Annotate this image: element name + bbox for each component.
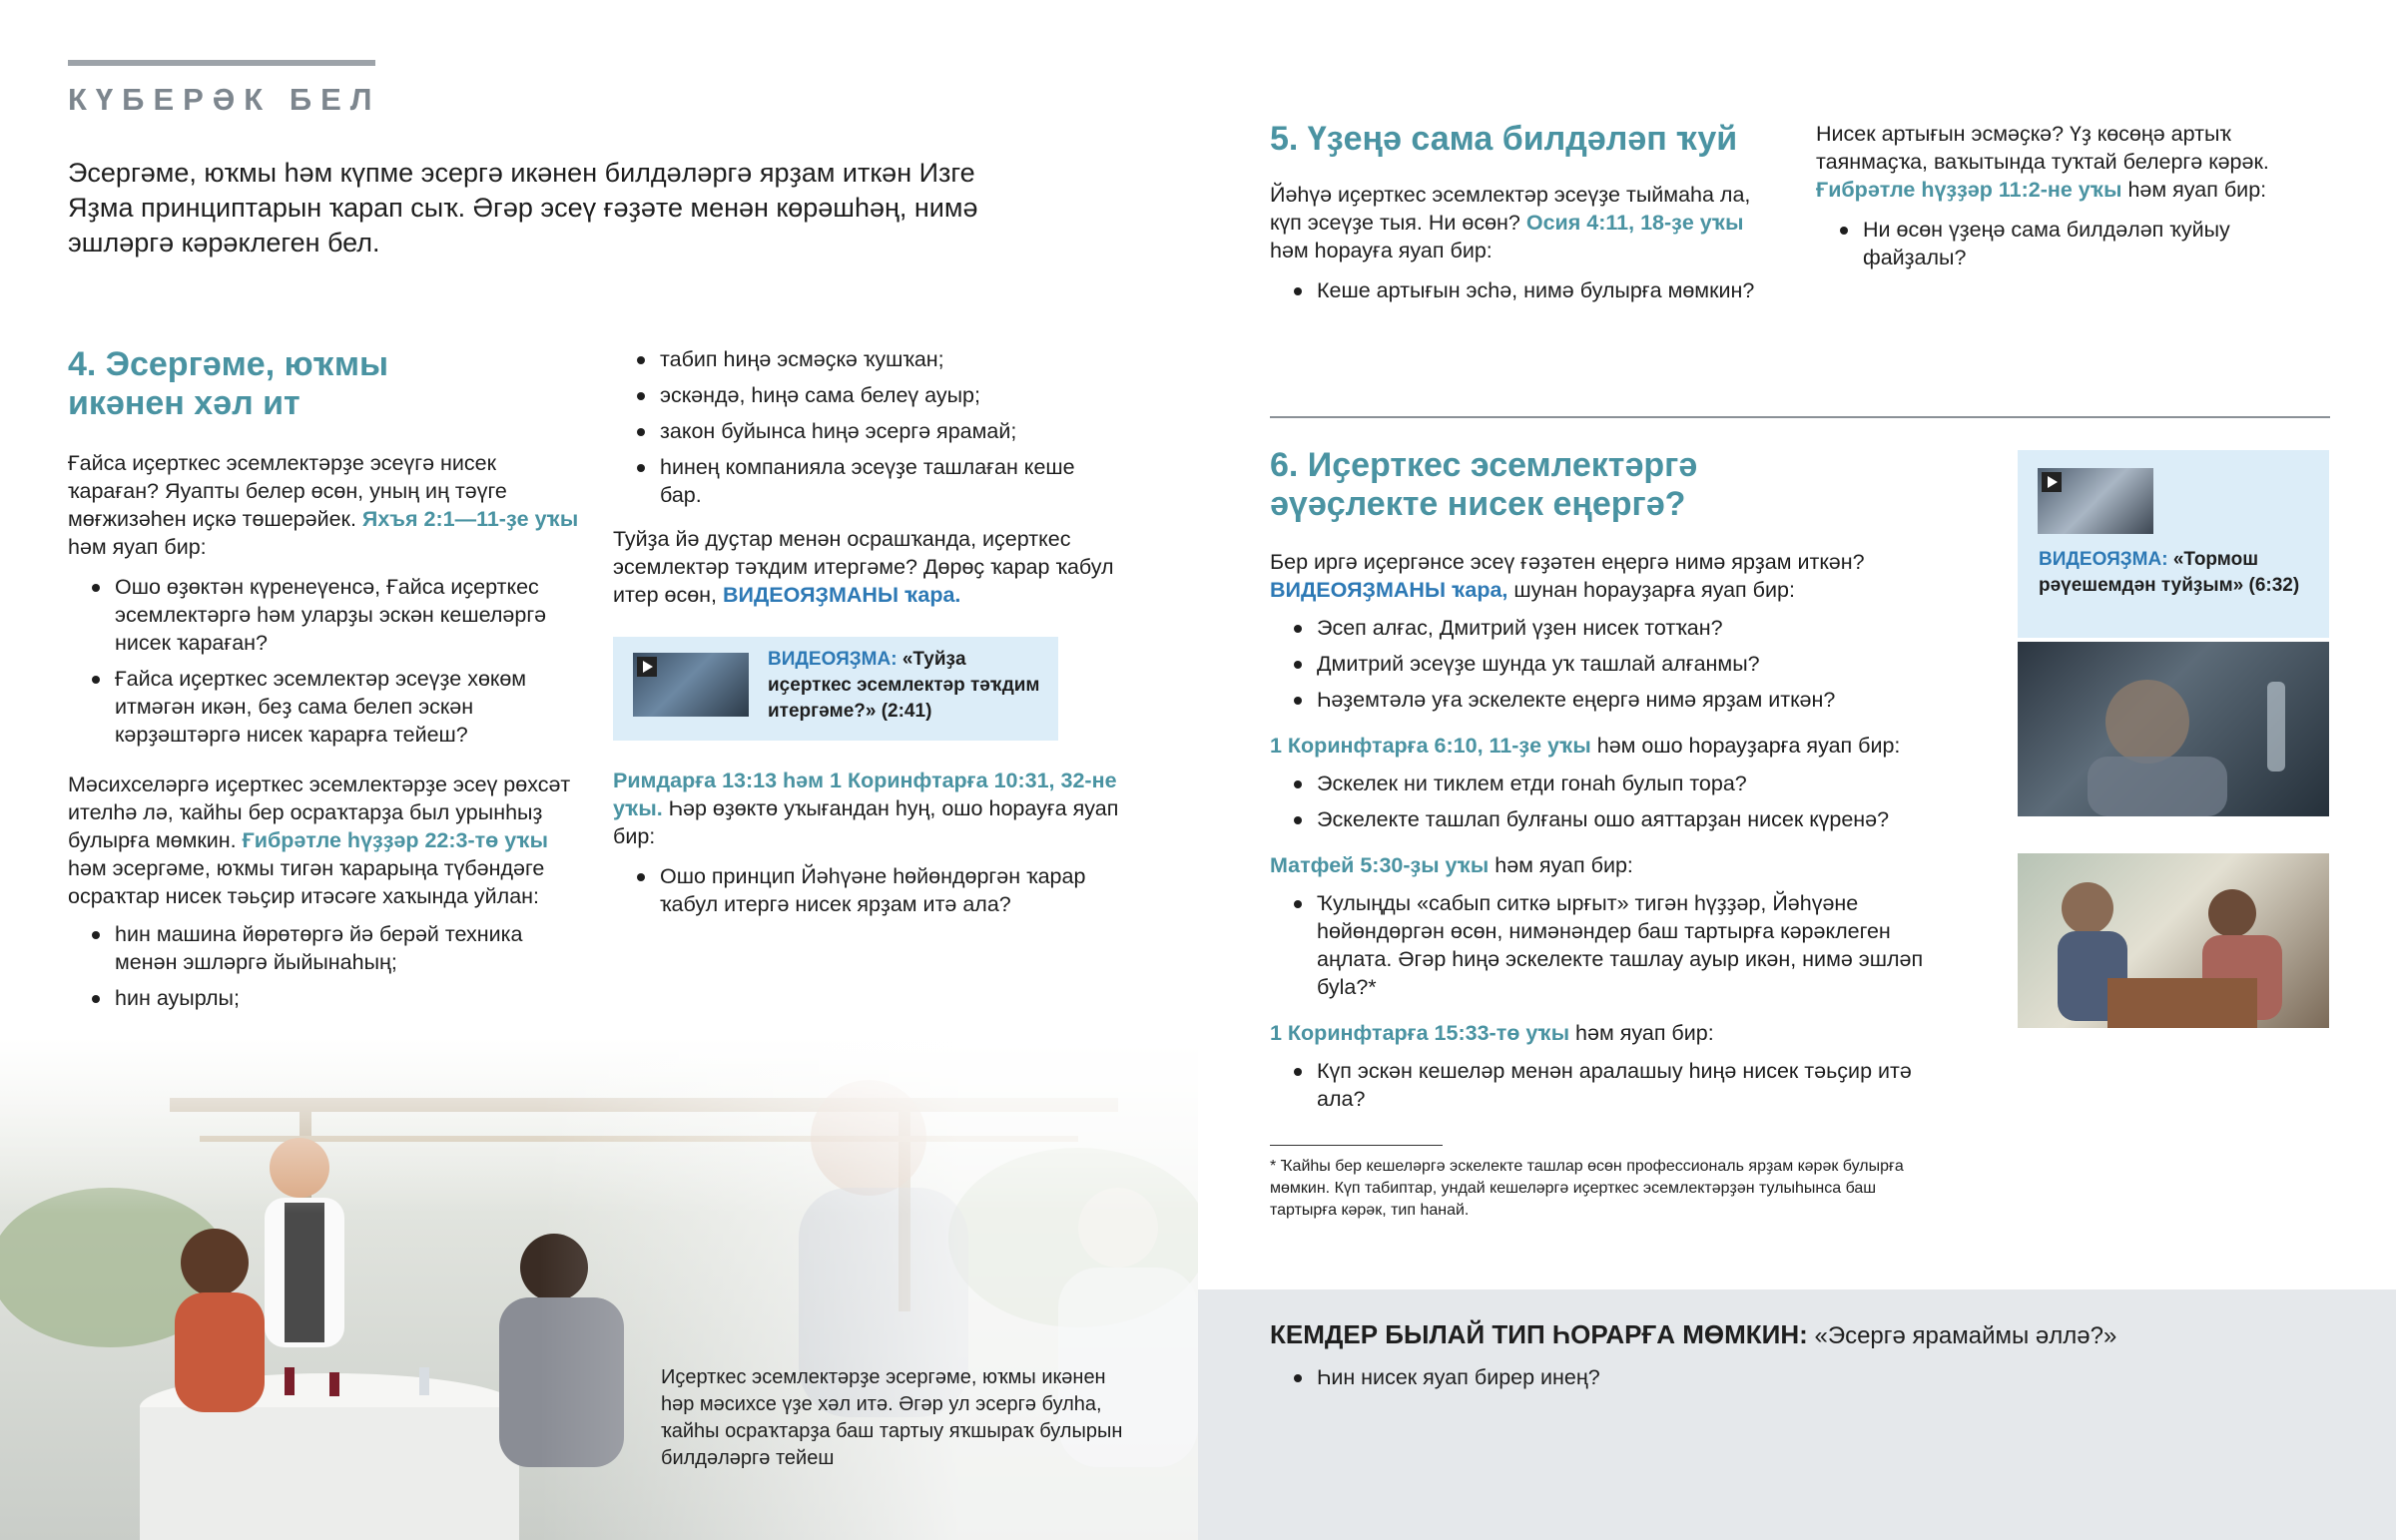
- section4-title: 4. Эсергәме, юҡмы икәнен хәл ит: [68, 345, 389, 422]
- list-item: Эскелекте ташлап булғаны ошо аяттарҙан нисек күренә?: [1270, 805, 1969, 833]
- list-item: Кеше артығын эсһә, нимә булырға мөмкин?: [1270, 276, 1779, 304]
- scripture-link-hosea[interactable]: Осия 4:11, 18-ҙе уҡы: [1525, 211, 1744, 235]
- section5-left-column: [1270, 120, 1779, 304]
- scripture-link-john[interactable]: Яхъя 2:1—11-ҙе уҡы: [361, 507, 579, 531]
- scripture-link-romans-corinthians[interactable]: Римдарға 13:13 һәм 1 Коринфтарға 10:31, 32-не уҡы.: [613, 769, 1117, 820]
- list-item: эскәндә, һиңә сама белеү ауыр;: [613, 381, 1122, 409]
- scripture-link-matthew[interactable]: Матфей 5:30-ҙы уҡы: [1270, 853, 1490, 877]
- scripture-link-corinthians-6[interactable]: 1 Коринфтарға 6:10, 11-ҙе уҡы: [1270, 734, 1591, 758]
- section6-bullets-1: [1270, 614, 1969, 714]
- video-card-lifestyle[interactable]: [2018, 450, 2329, 638]
- scripture-link-proverbs-22[interactable]: Ғибрәтле һүҙҙәр 22:3-тө уҡы: [242, 828, 549, 852]
- section-divider: [1270, 416, 2330, 418]
- section6-paragraph-1: Бер иргә иҫергәнсе эсеү ғәҙәтен еңергә нимә ярҙам иткән? ВИДЕОЯҘМАНЫ ҡара, шунан һорауҙарға яуап бир:: [1270, 550, 1865, 602]
- list-item: Дмитрий эсеүҙе шунда уҡ ташлай алғанмы?: [1270, 650, 1969, 678]
- section4-paragraph-2: Мәсихселәргә иҫерткес эсемлектәрҙе эсеү рөхсәт ителһә лә, ҡайһы бер осраҡтарҙа был урынһыҙ булырға мөмкин. Ғибрәтле һүҙҙәр 22:3-тө уҡы һәм эсергәме, юҡмы тигән ҡарарыңа түбәндәге осраҡтар нисек тәьҫир итәсәге хаҡында уйлан:: [68, 772, 571, 908]
- section4-paragraph-4: Римдарға 13:13 һәм 1 Коринфтарға 10:31, 32-не уҡы. Һәр өҙөктө уҡығандан һуң, ошо һорауға яуап бир:: [613, 769, 1119, 848]
- section4-middle-column: [613, 345, 1122, 918]
- scripture-link-proverbs-11[interactable]: Ғибрәтле һүҙҙәр 11:2-не уҡы: [1816, 178, 2122, 202]
- list-item: Ни өсөн үҙеңә сама билдәләп ҡуйыу файҙалы?: [1816, 216, 2335, 271]
- section6-paragraph-3: Матфей 5:30-ҙы уҡы һәм яуап бир:: [1270, 853, 1633, 877]
- band-heading: КЕМДЕР БЫЛАЙ ТИП ҺОРАРҒА МӨМКИН: «Эсергә ярамаймы әллә?»: [1270, 1319, 2117, 1349]
- list-item: Эсеп алғас, Дмитрий үҙен нисек тотҡан?: [1270, 614, 1969, 642]
- list-item: Ғайса иҫерткес эсемлектәр эсеүҙе хөкөм итмәгән икән, беҙ сама белеп эскән кәрҙәштәргә нисек ҡарарға тейеш?: [68, 665, 587, 749]
- section4-paragraph-1: Ғайса иҫерткес эсемлектәрҙе эсеүгә нисек ҡараған? Яуапты белер өсөн, уның иң тәүге мөғжизәһен иҫкә төшерәйек. Яхъя 2:1—11-ҙе уҡы һәм яуап бир:: [68, 451, 579, 559]
- play-icon: [637, 657, 657, 677]
- section6-bullets-4: [1270, 1057, 1949, 1113]
- watch-video-link[interactable]: ВИДЕОЯҘМАНЫ ҡара,: [1270, 578, 1508, 602]
- band-bullets: [1270, 1363, 2168, 1391]
- video-card-wedding[interactable]: [613, 637, 1058, 741]
- header-rule: [68, 60, 375, 66]
- list-item: Ошо принцип Йәһүәне һөйөндөргән ҡарар ҡабул итергә нисек ярҙам итә ала?: [613, 862, 1122, 918]
- photo-man-drinking: [2018, 642, 2329, 816]
- section6-bullets-2: [1270, 770, 1969, 833]
- footnote-rule: [1270, 1145, 1443, 1146]
- section6-bullets-3: [1270, 889, 1969, 1001]
- list-item: һинең компанияла эсеүҙе ташлаған кеше бар.: [613, 453, 1122, 509]
- list-item: Эскелек ни тиклем етди гонаһ булып тора?: [1270, 770, 1969, 797]
- scripture-link-corinthians-15[interactable]: 1 Коринфтарға 15:33-тө уҡы: [1270, 1021, 1570, 1045]
- list-item: Һин нисек яуап бирер инең?: [1270, 1363, 2168, 1391]
- section6-title: 6. Иҫерткес эсемлектәргә әүәҫлекте нисек еңергә?: [1270, 446, 1698, 523]
- illustration-caption: Иҫерткес эсемлектәрҙе эсергәме, юҡмы икәнен һәр мәсихсе үҙе хәл итә. Әгәр ул эсергә булһа, ҡайһы осраҡтарҙа баш тартыу яҡшыраҡ булырын билдәләргә тейеш: [661, 1366, 1123, 1469]
- section4-left-column: [68, 345, 587, 1012]
- section4-bullets-1: [68, 573, 587, 749]
- section6-paragraph-4: 1 Коринфтарға 15:33-тө уҡы һәм яуап бир:: [1270, 1021, 1714, 1045]
- section5-bullets-2: [1816, 216, 2335, 271]
- section6-column: [1270, 446, 1969, 1113]
- list-item: һин машина йөрөтөргә йә берәй техника менән эшләргә йыйынаһың;: [68, 920, 587, 976]
- section5-paragraph-2: Нисек артығын эсмәҫкә? Үҙ көсөңә артыҡ таянмаҫҡа, ваҡытында туҡтай белергә кәрәк. Ғибрәтле һүҙҙәр 11:2-не уҡы һәм яуап бир:: [1816, 122, 2269, 202]
- section4-bullets-4: [613, 862, 1122, 918]
- section5-paragraph-1: Йәһүә иҫерткес эсемлектәр эсеүҙе тыймаһа ла, күп эсеүҙе тыя. Ни өсөн? Осия 4:11, 18-ҙе уҡы һәм һорауға яуап бир:: [1270, 183, 1751, 262]
- list-item: Ҡулыңды «сабып ситкә ырғыт» тигән һүҙҙәр, Йәһүәне һөйөндөргән өсөн, нимәнәндер баш тартырға кәрәклеген аңлата. Әгәр һиңә эскелекте ташлау ауыр икән, нимә эшләп буla?*: [1270, 889, 1969, 1001]
- play-icon: [2042, 472, 2062, 492]
- section4-bullets-2: [68, 920, 587, 1012]
- list-item: Һәҙемтәлә уға эскелекте еңергә нимә ярҙам иткән?: [1270, 686, 1969, 714]
- list-item: табип һиңә эсмәҫкә ҡушҡан;: [613, 345, 1122, 373]
- video-title: ВИДЕОЯҘМА: «Тормош рәүешемдән туйҙым» (6:32): [2039, 549, 2300, 596]
- list-item: закон буйынса һиңә эсергә ярамай;: [613, 417, 1122, 445]
- section5-bullets-1: [1270, 276, 1779, 304]
- video-thumbnail[interactable]: [633, 653, 749, 717]
- footnote: * Ҡайһы бер кешеләргә эскелекте ташлар өсөн профессиональ ярҙам кәрәк булырға мөмкин. Күп табиптар, ундай кешеләргә иҫерткес эсемлектәрҙән тулыһынса баш тартырға кәрәк, тип һанай.: [1270, 1158, 1904, 1219]
- photo-bible-study: [2018, 853, 2329, 1028]
- watch-video-link[interactable]: ВИДЕОЯҘМАНЫ ҡара.: [723, 583, 961, 607]
- section5-right-column: [1816, 120, 2335, 271]
- video-thumbnail[interactable]: [2038, 468, 2153, 534]
- section4-paragraph-3: Туйҙа йә дуҫтар менән осрашҡанда, иҫерткес эсемлектәр тәҡдим итергәме? Дөрөҫ ҡарар ҡабул итер өсөн, ВИДЕОЯҘМАНЫ ҡара.: [613, 527, 1114, 607]
- section5-title: 5. Үҙеңә сама билдәләп ҡуй: [1270, 120, 1738, 158]
- list-item: Күп эскән кешеләр менән аралашыу һиңә нисек тәьҫир итә ала?: [1270, 1057, 1949, 1113]
- section-kicker: КҮБЕРӘК БЕЛ: [68, 82, 381, 117]
- intro-text: Эсергәме, юҡмы һәм күпме эсергә икәнен билдәләргә ярҙам иткән Изге Яҙма принциптарын ҡарап сыҡ. Әгәр эсеү ғәҙәте менән көрәшһәң, нимә эшләргә кәрәклеген бел.: [68, 158, 978, 257]
- list-item: Ошо өҙөктән күренеүенсә, Ғайса иҫерткес эсемлектәргә һәм уларҙы эскән кешеләргә нисек ҡараған?: [68, 573, 587, 657]
- list-item: һин ауырлы;: [68, 984, 587, 1012]
- section6-paragraph-2: 1 Коринфтарға 6:10, 11-ҙе уҡы һәм ошо һорауҙарға яуап бир:: [1270, 734, 1901, 758]
- section4-bullets-3: [613, 345, 1122, 509]
- video-title: ВИДЕОЯҘМА: «Туйҙа иҫерткес эсемлектәр тәҡдим итергәме?» (2:41): [768, 649, 1040, 722]
